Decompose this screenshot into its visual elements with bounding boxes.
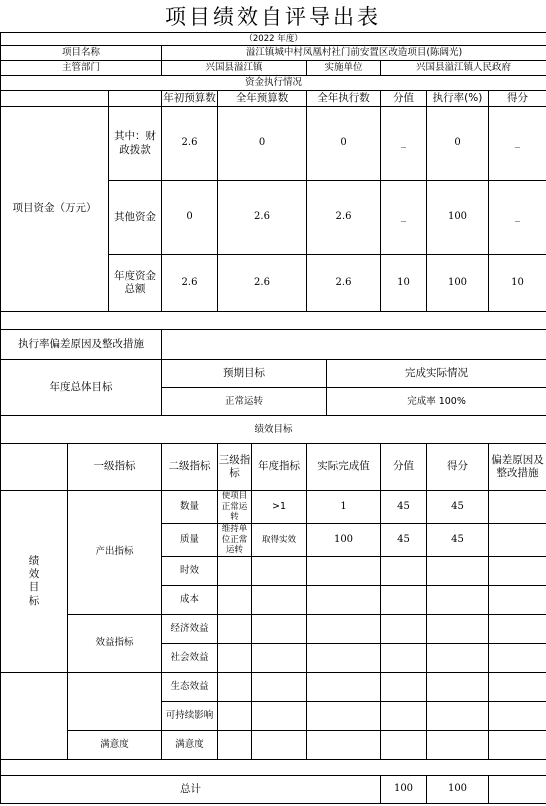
score-cell [381, 556, 427, 585]
level3-cell [218, 672, 252, 701]
actual-cell [307, 701, 381, 730]
actual-cell [307, 730, 381, 759]
funds-cell: 2.6 [218, 255, 307, 312]
score-cell [381, 701, 427, 730]
got-cell [427, 585, 489, 614]
deviation-label: 执行率偏差原因及整改措施 [1, 330, 162, 360]
funds-cell: 10 [489, 255, 546, 312]
perf-header: 实际完成值 [307, 444, 381, 491]
performance-table [0, 32, 546, 804]
level3-cell [218, 730, 252, 759]
actual-cell [307, 614, 381, 643]
deviation-value [162, 330, 546, 360]
funds-header-4: 执行率(%) [427, 91, 489, 107]
funds-header-2: 全年执行数 [307, 91, 381, 107]
perf-side-label: 绩效目标 [1, 491, 68, 673]
total-deviation [489, 775, 546, 803]
funds-cell: 2.6 [162, 255, 218, 312]
funds-cell: 100 [427, 255, 489, 312]
annual-cell [252, 585, 307, 614]
level2-cell: 经济效益 [162, 614, 218, 643]
funds-cell: 0 [218, 107, 307, 181]
perf-header: 三级指标 [218, 444, 252, 491]
spacer-row [1, 759, 546, 775]
funds-row-label: 其他资金 [109, 181, 162, 255]
annual-cell [252, 672, 307, 701]
annual-cell [252, 730, 307, 759]
year-line: （2022 年度） [1, 33, 546, 46]
annual-cell [252, 614, 307, 643]
expected-header: 预期目标 [162, 360, 327, 388]
perf-header: 二级指标 [162, 444, 218, 491]
level3-cell [218, 701, 252, 730]
perf-section-title: 绩效目标 [1, 416, 546, 444]
perf-header: 偏差原因及整改措施 [489, 444, 546, 491]
funds-cell: _ [489, 181, 546, 255]
spacer-row [1, 312, 546, 330]
funds-header-1: 全年预算数 [218, 91, 307, 107]
got-cell [427, 556, 489, 585]
perf-header: 年度指标 [252, 444, 307, 491]
score-cell: 45 [381, 523, 427, 556]
got-cell [427, 643, 489, 672]
deviation-cell [489, 556, 546, 585]
funds-cell: 2.6 [307, 255, 381, 312]
level2-cell: 时效 [162, 556, 218, 585]
perf-header: 分值 [381, 444, 427, 491]
dept: 兴国县溢江镇 [162, 61, 307, 76]
project-name-label: 项目名称 [1, 46, 162, 61]
perf-header: 一级指标 [68, 444, 162, 491]
annual-cell [252, 643, 307, 672]
level2-cell: 数量 [162, 491, 218, 524]
got-cell [427, 614, 489, 643]
funds-cell: 10 [381, 255, 427, 312]
score-cell [381, 614, 427, 643]
funds-cell: 2.6 [162, 107, 218, 181]
level2-cell: 质量 [162, 523, 218, 556]
got-cell: 45 [427, 523, 489, 556]
got-cell [427, 701, 489, 730]
funds-header-0: 年初预算数 [162, 91, 218, 107]
funds-cell: _ [381, 107, 427, 181]
funds-header-3: 分值 [381, 91, 427, 107]
funds-cell: _ [489, 107, 546, 181]
level1-benefit: 效益指标 [68, 614, 162, 672]
funds-cell: 0 [427, 107, 489, 181]
funds-row-label: 年度资金总额 [109, 255, 162, 312]
funds-cell: 2.6 [307, 181, 381, 255]
funds-section-title: 资金执行情况 [1, 76, 546, 91]
funds-header-blank2 [109, 91, 162, 107]
funds-cell: 0 [307, 107, 381, 181]
deviation-cell [489, 614, 546, 643]
actual-cell [307, 556, 381, 585]
perf-header-blank [1, 444, 68, 491]
level3-cell: 使项目正常运转 [218, 491, 252, 524]
deviation-cell [489, 491, 546, 524]
deviation-cell [489, 701, 546, 730]
got-cell [427, 730, 489, 759]
actual-cell [307, 585, 381, 614]
impl: 兴国县溢江镇人民政府 [381, 61, 546, 76]
page-title: 项目绩效自评导出表 [165, 5, 381, 29]
funds-row-label: 其中：财政拨款 [109, 107, 162, 181]
funds-cell: 0 [162, 181, 218, 255]
total-label: 总计 [1, 775, 381, 803]
annual-cell: 取得实效 [252, 523, 307, 556]
actual-cell: 100 [307, 523, 381, 556]
funds-header-5: 得分 [489, 91, 546, 107]
annual-cell [252, 556, 307, 585]
deviation-cell [489, 730, 546, 759]
actual-cell: 1 [307, 491, 381, 524]
annual-goal-label: 年度总体目标 [1, 360, 162, 416]
funds-header-blank [1, 91, 109, 107]
dept-label: 主管部门 [1, 61, 162, 76]
funds-cell: 2.6 [218, 181, 307, 255]
funds-cell: _ [381, 181, 427, 255]
total-got: 100 [427, 775, 489, 803]
perf-header: 得分 [427, 444, 489, 491]
annual-cell [252, 701, 307, 730]
score-cell [381, 730, 427, 759]
level2-cell: 社会效益 [162, 643, 218, 672]
actual-cell [307, 643, 381, 672]
expected-goal: 正常运转 [162, 388, 327, 416]
level3-cell [218, 614, 252, 643]
level2-cell: 满意度 [162, 730, 218, 759]
project-name: 溢江镇城中村凤凰村社门前安置区改造项目(陈阔光) [162, 46, 546, 61]
deviation-cell [489, 585, 546, 614]
funds-group-label: 项目资金（万元） [1, 107, 109, 312]
level2-cell: 成本 [162, 585, 218, 614]
deviation-cell [489, 643, 546, 672]
level2-cell: 生态效益 [162, 672, 218, 701]
actual-goal: 完成率 100% [327, 388, 546, 416]
level1-output: 产出指标 [68, 491, 162, 615]
annual-cell: >1 [252, 491, 307, 524]
got-cell [427, 672, 489, 701]
level3-cell: 维持单位正常运转 [218, 523, 252, 556]
level3-cell [218, 585, 252, 614]
score-cell [381, 672, 427, 701]
perf-side-blank [1, 672, 68, 759]
level3-cell [218, 643, 252, 672]
level1-blank [68, 672, 162, 730]
got-cell: 45 [427, 491, 489, 524]
impl-label: 实施单位 [307, 61, 381, 76]
deviation-cell [489, 672, 546, 701]
score-cell [381, 585, 427, 614]
total-score: 100 [381, 775, 427, 803]
actual-cell [307, 672, 381, 701]
funds-cell: 100 [427, 181, 489, 255]
level3-cell [218, 556, 252, 585]
actual-header: 完成实际情况 [327, 360, 546, 388]
score-cell: 45 [381, 491, 427, 524]
score-cell [381, 643, 427, 672]
deviation-cell [489, 523, 546, 556]
level1-satisfaction: 满意度 [68, 730, 162, 759]
level2-cell: 可持续影响 [162, 701, 218, 730]
